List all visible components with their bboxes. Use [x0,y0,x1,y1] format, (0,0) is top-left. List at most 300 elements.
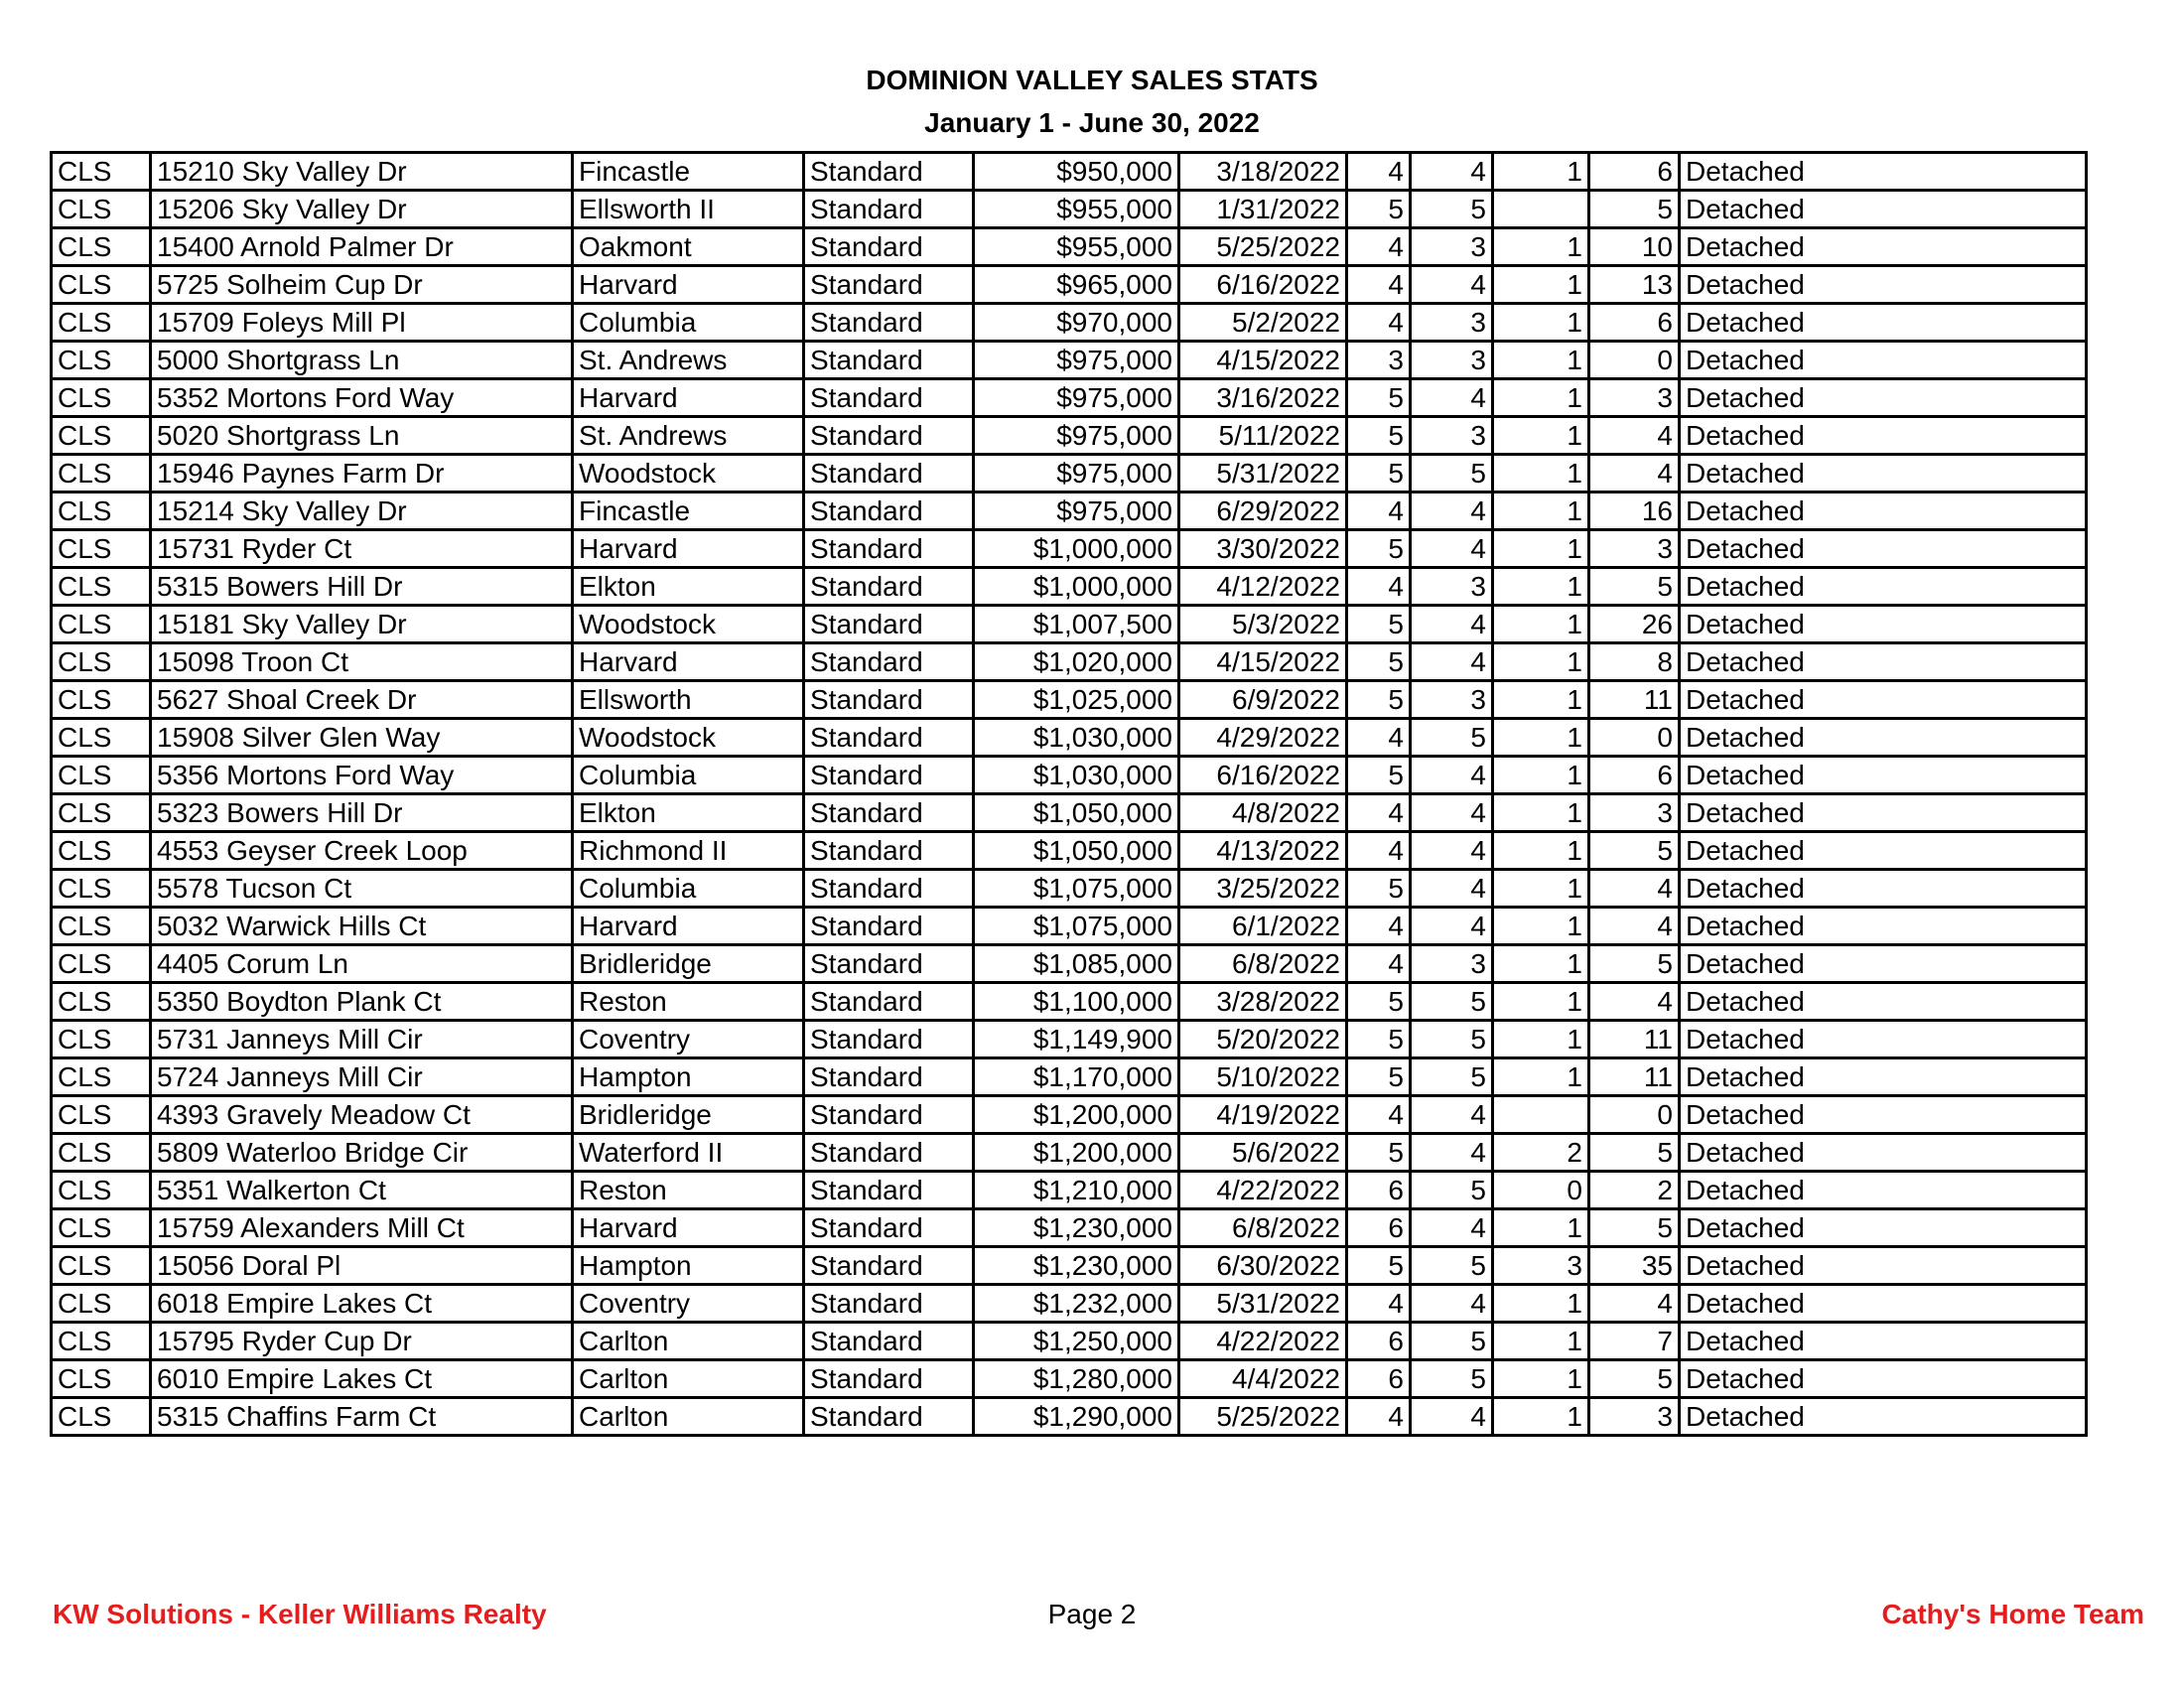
status-cell: CLS [52,1247,151,1285]
full-baths-cell: 3 [1411,417,1493,455]
price-cell: $1,200,000 [974,1096,1179,1134]
beds-cell: 5 [1347,643,1411,681]
beds-cell: 4 [1347,266,1411,304]
full-baths-cell: 5 [1411,1323,1493,1360]
status-cell: CLS [52,908,151,945]
date-cell: 5/2/2022 [1179,304,1347,342]
sale-type-cell: Standard [804,1209,974,1247]
page-title: DOMINION VALLEY SALES STATS [866,65,1318,95]
dom-cell: 6 [1589,304,1680,342]
address-cell: 5351 Walkerton Ct [151,1172,573,1209]
beds-cell: 5 [1347,983,1411,1021]
dom-cell: 0 [1589,342,1680,379]
status-cell: CLS [52,719,151,757]
beds-cell: 5 [1347,1247,1411,1285]
address-cell: 6010 Empire Lakes Ct [151,1360,573,1398]
dom-cell: 4 [1589,983,1680,1021]
sale-type-cell: Standard [804,606,974,643]
date-cell: 4/4/2022 [1179,1360,1347,1398]
address-cell: 15056 Doral Pl [151,1247,573,1285]
dom-cell: 5 [1589,945,1680,983]
address-cell: 5578 Tucson Ct [151,870,573,908]
style-cell: Detached [1680,568,2087,606]
table-row [52,719,2087,757]
beds-cell: 6 [1347,1360,1411,1398]
table-row [52,191,2087,228]
table-row [52,794,2087,832]
status-cell: CLS [52,832,151,870]
date-cell: 5/25/2022 [1179,228,1347,266]
full-baths-cell: 4 [1411,908,1493,945]
date-cell: 4/12/2022 [1179,568,1347,606]
model-cell: Woodstock [573,606,804,643]
model-cell: Hampton [573,1247,804,1285]
dom-cell: 5 [1589,832,1680,870]
table-row [52,342,2087,379]
dom-cell: 5 [1589,568,1680,606]
dom-cell: 4 [1589,417,1680,455]
dom-cell: 7 [1589,1323,1680,1360]
style-cell: Detached [1680,1134,2087,1172]
date-cell: 1/31/2022 [1179,191,1347,228]
address-cell: 15795 Ryder Cup Dr [151,1323,573,1360]
style-cell: Detached [1680,492,2087,530]
price-cell: $1,170,000 [974,1058,1179,1096]
style-cell: Detached [1680,153,2087,191]
model-cell: Coventry [573,1285,804,1323]
status-cell: CLS [52,266,151,304]
model-cell: Woodstock [573,455,804,492]
sale-type-cell: Standard [804,1134,974,1172]
dom-cell: 6 [1589,757,1680,794]
table-row [52,304,2087,342]
style-cell: Detached [1680,1323,2087,1360]
price-cell: $1,230,000 [974,1247,1179,1285]
half-baths-cell: 1 [1493,757,1589,794]
status-cell: CLS [52,379,151,417]
style-cell: Detached [1680,908,2087,945]
status-cell: CLS [52,1209,151,1247]
full-baths-cell: 4 [1411,1398,1493,1436]
table-row [52,1398,2087,1436]
full-baths-cell: 5 [1411,1247,1493,1285]
date-cell: 3/18/2022 [1179,153,1347,191]
status-cell: CLS [52,757,151,794]
model-cell: Ellsworth [573,681,804,719]
address-cell: 15946 Paynes Farm Dr [151,455,573,492]
half-baths-cell: 1 [1493,945,1589,983]
dom-cell: 4 [1589,870,1680,908]
full-baths-cell: 3 [1411,304,1493,342]
full-baths-cell: 5 [1411,983,1493,1021]
status-cell: CLS [52,681,151,719]
price-cell: $970,000 [974,304,1179,342]
status-cell: CLS [52,1398,151,1436]
table-row [52,1134,2087,1172]
half-baths-cell: 0 [1493,1172,1589,1209]
full-baths-cell: 4 [1411,1096,1493,1134]
full-baths-cell: 3 [1411,228,1493,266]
beds-cell: 4 [1347,832,1411,870]
style-cell: Detached [1680,643,2087,681]
model-cell: Bridleridge [573,1096,804,1134]
model-cell: Coventry [573,1021,804,1058]
date-cell: 6/29/2022 [1179,492,1347,530]
style-cell: Detached [1680,606,2087,643]
style-cell: Detached [1680,870,2087,908]
dom-cell: 3 [1589,794,1680,832]
half-baths-cell: 1 [1493,606,1589,643]
sale-type-cell: Standard [804,1323,974,1360]
address-cell: 5323 Bowers Hill Dr [151,794,573,832]
beds-cell: 5 [1347,455,1411,492]
status-cell: CLS [52,455,151,492]
style-cell: Detached [1680,1398,2087,1436]
table-row [52,983,2087,1021]
beds-cell: 3 [1347,342,1411,379]
address-cell: 5315 Bowers Hill Dr [151,568,573,606]
dom-cell: 8 [1589,643,1680,681]
table-row [52,530,2087,568]
model-cell: Fincastle [573,153,804,191]
price-cell: $1,020,000 [974,643,1179,681]
date-cell: 5/25/2022 [1179,1398,1347,1436]
half-baths-cell: 1 [1493,492,1589,530]
model-cell: Harvard [573,643,804,681]
price-cell: $975,000 [974,455,1179,492]
address-cell: 5020 Shortgrass Ln [151,417,573,455]
style-cell: Detached [1680,191,2087,228]
address-cell: 5350 Boydton Plank Ct [151,983,573,1021]
footer-brokerage: KW Solutions - Keller Williams Realty [53,1599,547,1629]
model-cell: St. Andrews [573,342,804,379]
full-baths-cell: 5 [1411,1021,1493,1058]
half-baths-cell: 1 [1493,719,1589,757]
status-cell: CLS [52,492,151,530]
full-baths-cell: 4 [1411,153,1493,191]
beds-cell: 6 [1347,1323,1411,1360]
date-cell: 6/16/2022 [1179,266,1347,304]
style-cell: Detached [1680,455,2087,492]
beds-cell: 5 [1347,1134,1411,1172]
table-row [52,417,2087,455]
price-cell: $975,000 [974,417,1179,455]
half-baths-cell: 1 [1493,1398,1589,1436]
dom-cell: 6 [1589,153,1680,191]
status-cell: CLS [52,1058,151,1096]
table-row [52,945,2087,983]
date-cell: 5/11/2022 [1179,417,1347,455]
date-cell: 3/30/2022 [1179,530,1347,568]
model-cell: St. Andrews [573,417,804,455]
model-cell: Harvard [573,530,804,568]
sale-type-cell: Standard [804,757,974,794]
table-row [52,1096,2087,1134]
sale-type-cell: Standard [804,342,974,379]
beds-cell: 4 [1347,719,1411,757]
table-row [52,1209,2087,1247]
dom-cell: 26 [1589,606,1680,643]
beds-cell: 5 [1347,417,1411,455]
full-baths-cell: 3 [1411,945,1493,983]
style-cell: Detached [1680,1285,2087,1323]
date-cell: 5/6/2022 [1179,1134,1347,1172]
sale-type-cell: Standard [804,266,974,304]
table-row [52,568,2087,606]
address-cell: 15908 Silver Glen Way [151,719,573,757]
style-cell: Detached [1680,681,2087,719]
half-baths-cell: 1 [1493,983,1589,1021]
price-cell: $1,075,000 [974,870,1179,908]
sale-type-cell: Standard [804,1172,974,1209]
date-cell: 5/3/2022 [1179,606,1347,643]
address-cell: 15181 Sky Valley Dr [151,606,573,643]
price-cell: $1,000,000 [974,568,1179,606]
table-row [52,455,2087,492]
sale-type-cell: Standard [804,379,974,417]
full-baths-cell: 5 [1411,1360,1493,1398]
table-row [52,153,2087,191]
style-cell: Detached [1680,945,2087,983]
full-baths-cell: 4 [1411,1209,1493,1247]
full-baths-cell: 4 [1411,757,1493,794]
status-cell: CLS [52,228,151,266]
table-row [52,1285,2087,1323]
page-subtitle: January 1 - June 30, 2022 [924,107,1260,138]
table-row [52,1360,2087,1398]
status-cell: CLS [52,417,151,455]
full-baths-cell: 3 [1411,342,1493,379]
address-cell: 5000 Shortgrass Ln [151,342,573,379]
beds-cell: 4 [1347,304,1411,342]
style-cell: Detached [1680,1360,2087,1398]
model-cell: Columbia [573,870,804,908]
style-cell: Detached [1680,1021,2087,1058]
dom-cell: 2 [1589,1172,1680,1209]
model-cell: Elkton [573,568,804,606]
sale-type-cell: Standard [804,681,974,719]
sale-type-cell: Standard [804,908,974,945]
model-cell: Columbia [573,757,804,794]
table-row [52,379,2087,417]
full-baths-cell: 4 [1411,870,1493,908]
price-cell: $955,000 [974,191,1179,228]
address-cell: 15206 Sky Valley Dr [151,191,573,228]
beds-cell: 4 [1347,492,1411,530]
beds-cell: 5 [1347,379,1411,417]
style-cell: Detached [1680,794,2087,832]
half-baths-cell: 1 [1493,643,1589,681]
style-cell: Detached [1680,832,2087,870]
table-row [52,681,2087,719]
half-baths-cell [1493,1096,1589,1134]
full-baths-cell: 5 [1411,191,1493,228]
date-cell: 4/15/2022 [1179,342,1347,379]
full-baths-cell: 4 [1411,832,1493,870]
sale-type-cell: Standard [804,794,974,832]
beds-cell: 4 [1347,1285,1411,1323]
price-cell: $955,000 [974,228,1179,266]
sale-type-cell: Standard [804,945,974,983]
status-cell: CLS [52,606,151,643]
sale-type-cell: Standard [804,643,974,681]
status-cell: CLS [52,153,151,191]
address-cell: 15759 Alexanders Mill Ct [151,1209,573,1247]
dom-cell: 3 [1589,1398,1680,1436]
address-cell: 15210 Sky Valley Dr [151,153,573,191]
sales-table-body [52,153,2087,1436]
sales-table [50,151,2088,1437]
dom-cell: 4 [1589,908,1680,945]
model-cell: Fincastle [573,492,804,530]
status-cell: CLS [52,1134,151,1172]
price-cell: $1,149,900 [974,1021,1179,1058]
beds-cell: 4 [1347,228,1411,266]
status-cell: CLS [52,1323,151,1360]
address-cell: 5731 Janneys Mill Cir [151,1021,573,1058]
dom-cell: 3 [1589,379,1680,417]
price-cell: $1,050,000 [974,794,1179,832]
beds-cell: 4 [1347,1096,1411,1134]
date-cell: 6/16/2022 [1179,757,1347,794]
table-row [52,832,2087,870]
style-cell: Detached [1680,266,2087,304]
dom-cell: 5 [1589,1134,1680,1172]
table-row [52,606,2087,643]
model-cell: Harvard [573,379,804,417]
style-cell: Detached [1680,530,2087,568]
style-cell: Detached [1680,417,2087,455]
date-cell: 4/8/2022 [1179,794,1347,832]
model-cell: Carlton [573,1360,804,1398]
half-baths-cell: 1 [1493,530,1589,568]
beds-cell: 4 [1347,153,1411,191]
price-cell: $1,030,000 [974,757,1179,794]
sale-type-cell: Standard [804,832,974,870]
half-baths-cell [1493,191,1589,228]
beds-cell: 4 [1347,794,1411,832]
half-baths-cell: 1 [1493,794,1589,832]
address-cell: 5725 Solheim Cup Dr [151,266,573,304]
model-cell: Carlton [573,1398,804,1436]
sale-type-cell: Standard [804,417,974,455]
sale-type-cell: Standard [804,719,974,757]
half-baths-cell: 1 [1493,379,1589,417]
sale-type-cell: Standard [804,455,974,492]
dom-cell: 5 [1589,1360,1680,1398]
address-cell: 15731 Ryder Ct [151,530,573,568]
full-baths-cell: 4 [1411,643,1493,681]
sale-type-cell: Standard [804,153,974,191]
style-cell: Detached [1680,1058,2087,1096]
half-baths-cell: 1 [1493,568,1589,606]
sale-type-cell: Standard [804,1021,974,1058]
sale-type-cell: Standard [804,492,974,530]
model-cell: Reston [573,983,804,1021]
price-cell: $1,280,000 [974,1360,1179,1398]
half-baths-cell: 1 [1493,1058,1589,1096]
status-cell: CLS [52,1021,151,1058]
dom-cell: 13 [1589,266,1680,304]
price-cell: $975,000 [974,342,1179,379]
model-cell: Hampton [573,1058,804,1096]
beds-cell: 6 [1347,1209,1411,1247]
sale-type-cell: Standard [804,1360,974,1398]
address-cell: 15709 Foleys Mill Pl [151,304,573,342]
style-cell: Detached [1680,304,2087,342]
model-cell: Ellsworth II [573,191,804,228]
status-cell: CLS [52,643,151,681]
address-cell: 15400 Arnold Palmer Dr [151,228,573,266]
style-cell: Detached [1680,757,2087,794]
sale-type-cell: Standard [804,1247,974,1285]
beds-cell: 5 [1347,757,1411,794]
table-row [52,266,2087,304]
price-cell: $1,030,000 [974,719,1179,757]
dom-cell: 16 [1589,492,1680,530]
dom-cell: 5 [1589,191,1680,228]
footer-page-number: Page 2 [1047,1599,1137,1629]
status-cell: CLS [52,1360,151,1398]
style-cell: Detached [1680,1247,2087,1285]
date-cell: 4/22/2022 [1179,1172,1347,1209]
style-cell: Detached [1680,379,2087,417]
half-baths-cell: 1 [1493,1209,1589,1247]
beds-cell: 5 [1347,870,1411,908]
sale-type-cell: Standard [804,228,974,266]
beds-cell: 5 [1347,530,1411,568]
price-cell: $1,200,000 [974,1134,1179,1172]
price-cell: $1,075,000 [974,908,1179,945]
beds-cell: 4 [1347,1398,1411,1436]
table-row [52,1058,2087,1096]
table-row [52,643,2087,681]
date-cell: 6/8/2022 [1179,1209,1347,1247]
style-cell: Detached [1680,983,2087,1021]
sale-type-cell: Standard [804,530,974,568]
price-cell: $1,050,000 [974,832,1179,870]
beds-cell: 5 [1347,681,1411,719]
date-cell: 3/25/2022 [1179,870,1347,908]
full-baths-cell: 3 [1411,681,1493,719]
model-cell: Bridleridge [573,945,804,983]
sale-type-cell: Standard [804,304,974,342]
model-cell: Richmond II [573,832,804,870]
address-cell: 5809 Waterloo Bridge Cir [151,1134,573,1172]
half-baths-cell: 1 [1493,417,1589,455]
beds-cell: 4 [1347,945,1411,983]
price-cell: $1,230,000 [974,1209,1179,1247]
date-cell: 4/22/2022 [1179,1323,1347,1360]
dom-cell: 10 [1589,228,1680,266]
sale-type-cell: Standard [804,1058,974,1096]
price-cell: $1,232,000 [974,1285,1179,1323]
price-cell: $965,000 [974,266,1179,304]
half-baths-cell: 1 [1493,228,1589,266]
date-cell: 6/8/2022 [1179,945,1347,983]
dom-cell: 11 [1589,1021,1680,1058]
address-cell: 15214 Sky Valley Dr [151,492,573,530]
status-cell: CLS [52,794,151,832]
model-cell: Harvard [573,908,804,945]
date-cell: 6/9/2022 [1179,681,1347,719]
dom-cell: 35 [1589,1247,1680,1285]
date-cell: 3/16/2022 [1179,379,1347,417]
sale-type-cell: Standard [804,1398,974,1436]
half-baths-cell: 2 [1493,1134,1589,1172]
half-baths-cell: 1 [1493,1285,1589,1323]
full-baths-cell: 4 [1411,530,1493,568]
